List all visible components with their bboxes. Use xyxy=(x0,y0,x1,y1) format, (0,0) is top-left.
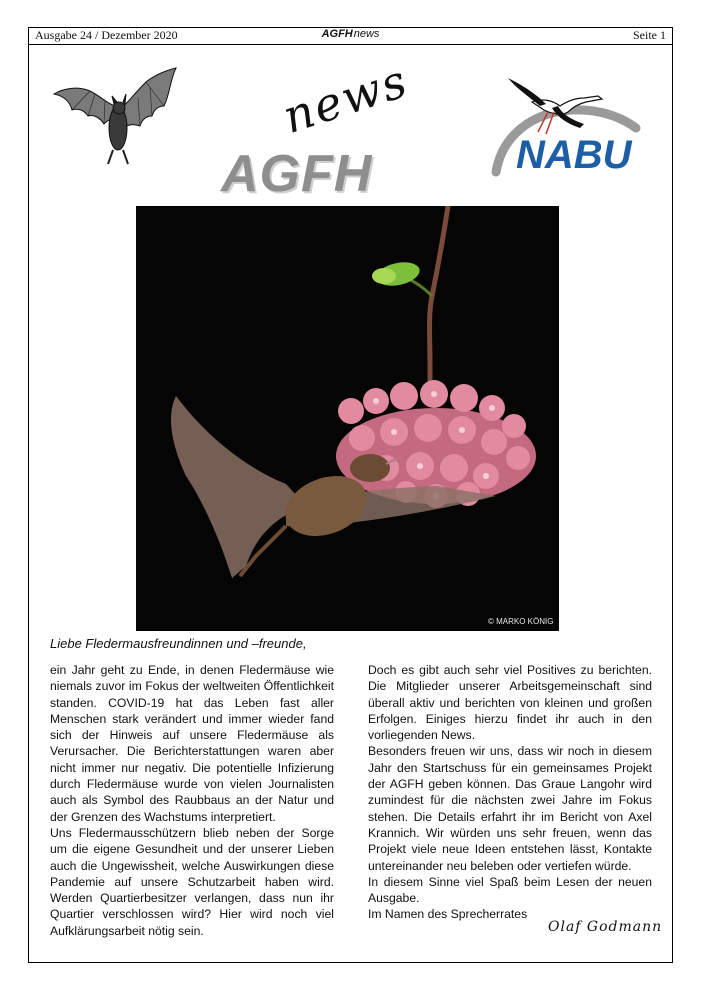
header-brand xyxy=(28,28,673,40)
paragraph: Besonders freuen wir uns, dass wir noch in diesem Jahr den Startschuss für ein gemeinsames Projekt der AGFH geben können. Das Graue Langohr wird zumindest für die nächsten zwei Jahre im Fokus stehen. Die Details erfahrt ihr im Bericht von Axel Krannich. Wir würden uns sehr freuen, wenn das Projekt viele neue Ideen entstehen lässt, Kontakte untereinander neu beleben oder vertiefen würde. xyxy=(368,744,652,873)
paragraph: Im Namen des Sprecherrates xyxy=(368,907,528,922)
nabu-wordmark: NABU xyxy=(516,133,632,177)
header-brand-italic: news xyxy=(353,28,380,40)
header-brand-bold: AGFH xyxy=(321,28,353,40)
title-agfh: AGFH xyxy=(221,145,373,203)
greeting: Liebe Fledermausfreundinnen und –freunde, xyxy=(50,636,307,651)
paragraph: In diesem Sinne viel Spaß beim Lesen der neuen Ausgabe. xyxy=(368,874,652,906)
left-column xyxy=(50,662,334,939)
paragraph: ein Jahr geht zu Ende, in denen Fledermäuse wie niemals zuvor im Fokus der weltweiten Öffentlichkeit standen. COVID-19 hat das Leben fast aller Menschen stark verändert und immer wieder fand sich der Hinweis auf unsere Fledermäuse als Verursacher. Die Berichterstattungen waren aber nicht immer nur negativ. Die potentielle Infizierung durch Fledermäuse wurde von vielen Journalisten auch als Symbol des Raubbaus an der Natur und der Grenzen des Wachstums interpretiert. xyxy=(50,663,334,824)
bat-flower-photo xyxy=(136,206,559,631)
photo-credit: © MARKO KÖNIG xyxy=(488,617,554,626)
title-news: news xyxy=(276,53,415,145)
newsletter-title xyxy=(215,53,465,203)
running-header xyxy=(28,27,673,45)
nabu-logo xyxy=(488,72,653,182)
right-column xyxy=(368,662,652,923)
signature: Olaf Godmann xyxy=(548,919,663,935)
paragraph: Doch es gibt auch sehr viel Positives zu berichten. Die Mitglieder unserer Arbeitsgemeinschaft sind überall aktiv und berichten von kleinen und großen Erfolgen. Einiges hierzu findet ihr auch in den vorliegenden News. xyxy=(368,663,652,743)
issue-label: Ausgabe 24 / Dezember 2020 xyxy=(35,28,178,42)
paragraph: Uns Fledermausschützern blieb neben der Sorge um die eigene Gesundheit und der unserer Lieben auch die Ungewissheit, welche Auswirkungen diese Pandemie auf unsere Schutzarbeit haben wird. Werden Quartierbesitzer verlangen, dass nun ihr Quartier verschlossen wird? Hier wird noch viel Aufklärungsarbeit nötig sein. xyxy=(50,825,334,938)
bat-illustration-icon xyxy=(50,66,180,171)
page-number: Seite 1 xyxy=(633,28,666,42)
photo-content xyxy=(136,206,559,631)
